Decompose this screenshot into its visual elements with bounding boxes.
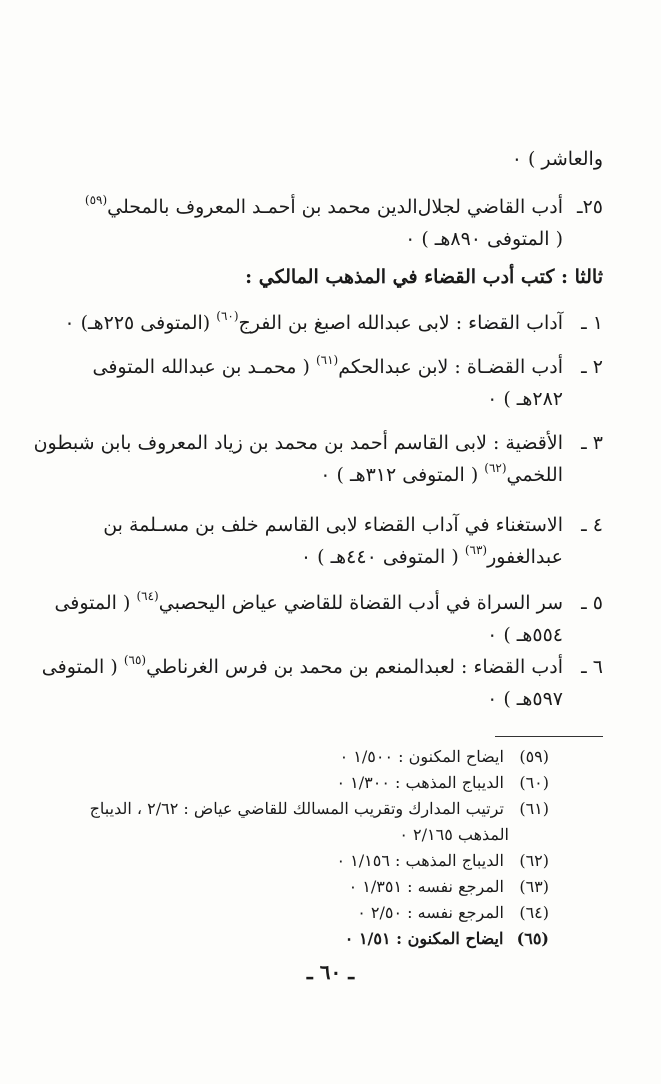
footnote-62 — [52, 848, 549, 874]
entry-2-footnote-ref: (٦١) — [315, 353, 339, 367]
entry-6-number: ٦ ـ — [581, 656, 603, 678]
entry-2-author: ( محمـد بن عبدالله المتوفى — [92, 356, 310, 378]
footnote-separator — [495, 736, 603, 737]
entry-4-name: عبدالغفور — [487, 546, 563, 568]
footnote-text: ايضاح المكنون : ١/٥٠٠ ٠ — [339, 747, 504, 766]
entry-25 — [52, 192, 603, 252]
entry-6-line-2 — [52, 684, 563, 714]
footnote-text: المرجع نفسه : ٢/٥٠ ٠ — [357, 903, 504, 922]
entry-5-line-1 — [52, 588, 563, 618]
entry-5-line-2 — [52, 620, 563, 650]
entry-3-title: الأقضية : لابى القاسم أحمد بن محمد بن زياد المعروف بابن شبطون — [33, 432, 563, 454]
entry-2 — [52, 352, 603, 414]
entry-4-death-date: ( المتوفى ٤٤٠هـ ) ٠ — [300, 546, 459, 568]
entry-5-title: سر السراة في أدب القضاة للقاضي عياض اليحصبي — [158, 592, 563, 614]
footnote-number: (٥٩) — [519, 747, 549, 766]
entry-3 — [33, 428, 603, 490]
entry-3-line-2 — [52, 460, 563, 490]
footnote-text: الديباج المذهب : ١/٣٠٠ ٠ — [336, 773, 504, 792]
footnote-60 — [52, 770, 549, 796]
footnote-number: (٦٢) — [519, 851, 549, 870]
entry-1-death-date: (المتوفى ٢٢٥هـ) ٠ — [64, 312, 211, 334]
footnote-63 — [52, 874, 549, 900]
footnote-text: المذهب ٢/١٦٥ ٠ — [399, 825, 509, 844]
footnote-number: (٦٣) — [519, 877, 549, 896]
entry-5-footnote-ref: (٦٤) — [136, 589, 159, 603]
entry-1-number: ١ ـ — [581, 312, 603, 334]
footnote-65 — [52, 926, 549, 952]
entry-4-line-1 — [52, 510, 563, 540]
entry-25-text: أدب القاضي لجلال‌الدين محمد بن أحمـد المعروف بالمحلي — [107, 196, 563, 218]
entry-4-line-2 — [52, 542, 563, 572]
entry-3-death-date: ( المتوفى ٣١٢هـ ) ٠ — [320, 464, 479, 486]
footnote-text: المرجع نفسه : ١/٣٥١ ٠ — [348, 877, 504, 896]
entry-3-number: ٣ ـ — [581, 432, 603, 454]
footnote-text: الديباج المذهب : ١/١٥٦ ٠ — [336, 851, 504, 870]
entry-1-title: آداب القضاء : لابى عبدالله اصبغ بن الفرج — [238, 312, 563, 334]
entry-6-line-1 — [41, 652, 563, 682]
entry-4-title: الاستغناء في آداب القضاء لابى القاسم خلف بن مسـلمة بن — [103, 514, 563, 536]
entry-4 — [52, 510, 603, 572]
entry-25-death-date: ( المتوفى ٨٩٠هـ ) ٠ — [405, 228, 563, 250]
footnote-number: (٦٤) — [519, 903, 549, 922]
entry-25-line-1 — [52, 192, 563, 222]
footnote-64 — [52, 900, 549, 926]
footnote-number: (٦٥) — [516, 929, 549, 948]
entry-2-line-2 — [52, 384, 563, 414]
entry-6 — [41, 652, 603, 714]
footnote-text: ترتيب المدارك وتقريب المسالك للقاضي عياض : ٢/٦٢ ، الديباج — [89, 799, 504, 818]
entry-5-number: ٥ ـ — [581, 592, 603, 614]
footnote-61 — [52, 796, 549, 822]
entry-1-line-1 — [52, 308, 563, 338]
entry-4-footnote-ref: (٦٣) — [464, 543, 488, 557]
entry-6-title: أدب القضاء : لعبدالمنعم بن محمد بن فرس الغرناطي — [146, 656, 563, 678]
entry-5-death-date: ٥٥٤هـ ) ٠ — [487, 624, 563, 646]
entry-5-died-label: ( المتوفى — [54, 592, 131, 614]
entry-2-line-1 — [52, 352, 563, 382]
entry-2-death-date: ٢٨٢هـ ) ٠ — [487, 388, 563, 410]
entry-3-footnote-ref: (٦٢) — [484, 461, 507, 475]
entry-2-number: ٢ ـ — [581, 356, 603, 378]
entry-1-footnote-ref: (٦٠) — [216, 309, 239, 323]
section-heading-text: ثالثا : كتب أدب القضاء في المذهب المالكي : — [245, 266, 603, 288]
entry-3-line-1 — [33, 428, 563, 458]
footnote-number: (٦١) — [519, 799, 549, 818]
footnote-number: (٦٠) — [519, 773, 549, 792]
page-number: ـ ٦٠ ـ — [306, 960, 355, 984]
entry-2-title: أدب القضـاة : لابن عبدالحكم — [338, 356, 563, 378]
footnote-59 — [52, 744, 549, 770]
entry-5 — [52, 588, 603, 650]
entry-6-footnote-ref: (٦٥) — [123, 653, 147, 667]
continuation-text: والعاشر ) ٠ — [511, 148, 603, 170]
entry-25-number: ٢٥ـ — [577, 196, 603, 218]
section-heading — [52, 262, 603, 292]
continuation-line — [52, 144, 603, 174]
footnote-61-continued — [52, 822, 509, 848]
entry-25-line-2 — [52, 224, 563, 254]
entry-1 — [52, 308, 603, 338]
entry-4-number: ٤ ـ — [581, 514, 603, 536]
entry-25-footnote-ref: (٥٩) — [84, 193, 108, 207]
entry-6-died-label: ( المتوفى — [41, 656, 118, 678]
footnote-text: ايضاح المكنون : ١/٥١ ٠ — [344, 929, 504, 948]
entry-3-name: اللخمي — [506, 464, 563, 486]
entry-6-death-date: ٥٩٧هـ ) ٠ — [487, 688, 563, 710]
